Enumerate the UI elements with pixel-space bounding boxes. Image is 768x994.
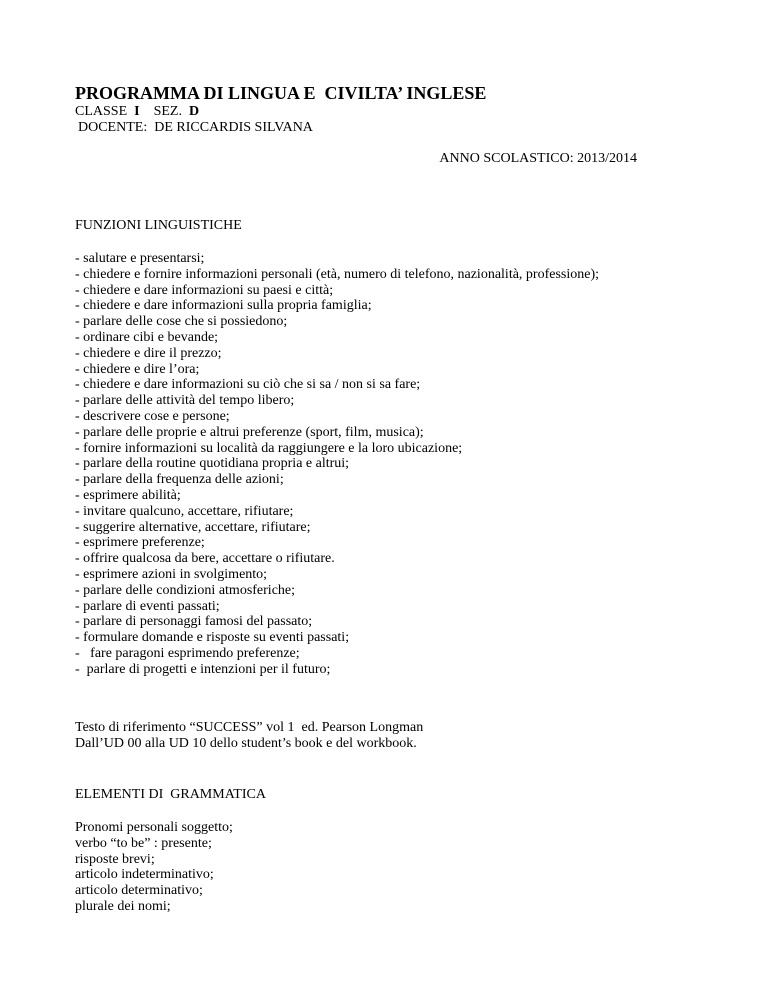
reference-text (75, 720, 423, 752)
class-section-line (75, 104, 199, 120)
document-title: PROGRAMMA DI LINGUA E CIVILTA’ INGLESE (75, 83, 487, 103)
list-item: articolo determinativo; (75, 883, 203, 899)
list-item: - fornire informazioni su località da raggiungere e la loro ubicazione; (75, 440, 463, 456)
list-item: - parlare di eventi passati; (75, 598, 220, 614)
funzioni-list (75, 251, 599, 678)
section-label: SEZ. (139, 104, 189, 119)
funzioni-heading: FUNZIONI LINGUISTICHE (75, 218, 242, 233)
list-item: - fare paragoni esprimendo preferenze; (75, 645, 300, 661)
list-item: - chiedere e dire il prezzo; (75, 345, 222, 361)
list-item: - descrivere cose e persone; (75, 408, 230, 424)
reference-line-1: Testo di riferimento “SUCCESS” vol 1 ed. Pearson Longman (75, 720, 424, 735)
grammatica-heading: ELEMENTI DI GRAMMATICA (75, 787, 266, 802)
list-item: - esprimere abilità; (75, 487, 181, 503)
list-item: - parlare della frequenza delle azioni; (75, 472, 284, 488)
list-item: - parlare delle attività del tempo libero; (75, 393, 295, 409)
section-value: D (188, 104, 200, 119)
list-item: - parlare delle cose che si possiedono; (75, 314, 288, 330)
teacher-line: DOCENTE: DE RICCARDIS SILVANA (78, 120, 313, 135)
list-item: - parlare delle condizioni atmosferiche; (75, 582, 296, 598)
list-item: - chiedere e dare informazioni su paesi e città; (75, 282, 334, 298)
list-item: - offrire qualcosa da bere, accettare o rifiutare. (75, 551, 335, 567)
list-item: articolo indeterminativo; (75, 867, 214, 883)
list-item: - suggerire alternative, accettare, rifiutare; (75, 519, 311, 535)
list-item: - formulare domande e risposte su eventi passati; (75, 630, 350, 646)
list-item: - esprimere azioni in svolgimento; (75, 566, 268, 582)
list-item: - ordinare cibi e bevande; (75, 329, 219, 345)
class-value: I (134, 104, 140, 119)
list-item: - invitare qualcuno, accettare, rifiutare; (75, 503, 294, 519)
school-year: ANNO SCOLASTICO: 2013/2014 (439, 151, 637, 166)
list-item: - chiedere e dare informazioni sulla propria famiglia; (75, 298, 372, 314)
list-item: plurale dei nomi; (75, 898, 171, 914)
class-label: CLASSE (75, 104, 135, 119)
list-item: - chiedere e fornire informazioni personali (età, numero di telefono, nazionalità, professione); (75, 266, 600, 282)
reference-line-2: Dall’UD 00 alla UD 10 dello student’s book e del workbook. (75, 736, 417, 751)
list-item: verbo “to be” : presente; (75, 835, 212, 851)
list-item: risposte brevi; (75, 851, 155, 867)
list-item: - parlare di personaggi famosi del passato; (75, 614, 313, 630)
list-item: - parlare della routine quotidiana propria e altrui; (75, 456, 350, 472)
grammatica-list (75, 820, 233, 915)
list-item: - chiedere e dare informazioni su ciò che si sa / non si sa fare; (75, 377, 421, 393)
list-item: - parlare delle proprie e altrui preferenze (sport, film, musica); (75, 424, 424, 440)
list-item: - esprimere preferenze; (75, 535, 205, 551)
list-item: - salutare e presentarsi; (75, 251, 205, 266)
list-item: - parlare di progetti e intenzioni per il futuro; (75, 661, 331, 677)
list-item: Pronomi personali soggetto; (75, 820, 233, 835)
list-item: - chiedere e dire l’ora; (75, 361, 200, 377)
